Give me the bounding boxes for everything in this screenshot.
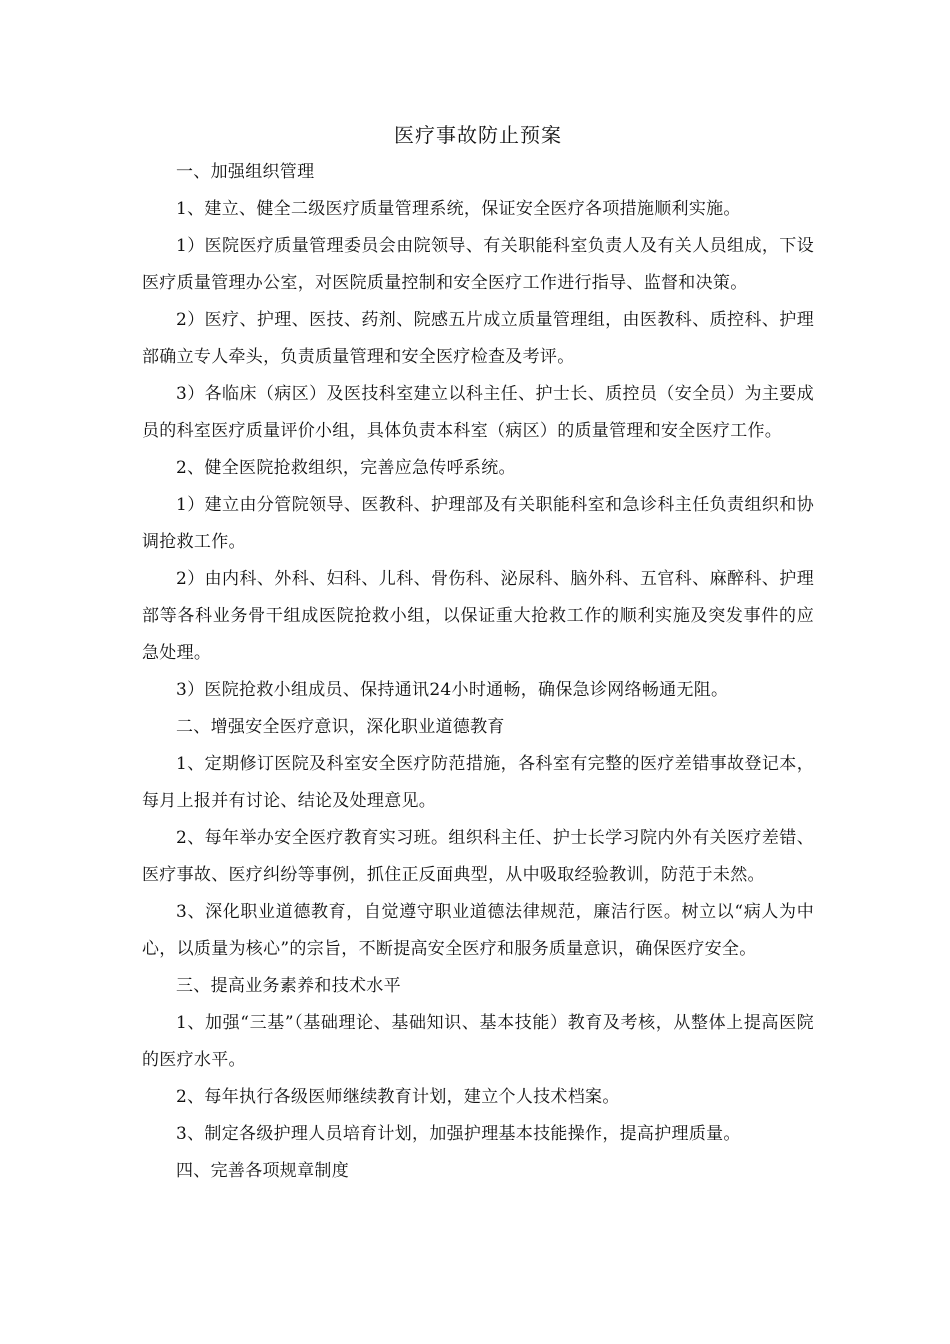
section-heading-3: 三、提高业务素养和技术水平	[176, 976, 401, 996]
section-heading-2: 二、增强安全医疗意识，深化职业道德教育	[176, 717, 505, 737]
paragraph: 1、定期修订医院及科室安全医疗防范措施，各科室有完整的医疗差错事故登记本，每月上报并有讨论、结论及处理意见。	[142, 754, 814, 811]
paragraph: 1）建立由分管院领导、医教科、护理部及有关职能科室和急诊科主任负责组织和协调抢救工作。	[142, 495, 814, 552]
paragraph: 3）医院抢救小组成员、保持通讯24小时通畅，确保急诊网络畅通无阻。	[176, 680, 729, 700]
paragraph: 3）各临床（病区）及医技科室建立以科主任、护士长、质控员（安全员）为主要成员的科室医疗质量评价小组，具体负责本科室（病区）的质量管理和安全医疗工作。	[142, 384, 814, 441]
section-heading-1: 一、加强组织管理	[176, 162, 315, 182]
paragraph: 3、深化职业道德教育，自觉遵守职业道德法律规范，廉洁行医。树立以“病人为中心，以质量为核心”的宗旨，不断提高安全医疗和服务质量意识，确保医疗安全。	[142, 902, 814, 959]
paragraph: 1、加强“三基”（基础理论、基础知识、基本技能）教育及考核，从整体上提高医院的医疗水平。	[142, 1013, 814, 1070]
paragraph: 3、制定各级护理人员培育计划，加强护理基本技能操作，提高护理质量。	[176, 1124, 741, 1144]
paragraph: 2、健全医院抢救组织，完善应急传呼系统。	[176, 458, 516, 478]
paragraph: 2）医疗、护理、医技、药剂、院感五片成立质量管理组，由医教科、质控科、护理部确立专人牵头，负责质量管理和安全医疗检查及考评。	[142, 310, 814, 367]
document-body	[142, 118, 814, 1190]
section-heading-4: 四、完善各项规章制度	[176, 1161, 349, 1181]
document-title: 医疗事故防止预案	[394, 123, 562, 147]
paragraph: 2、每年执行各级医师继续教育计划，建立个人技术档案。	[176, 1087, 620, 1107]
paragraph: 2）由内科、外科、妇科、儿科、骨伤科、泌尿科、脑外科、五官科、麻醉科、护理部等各科业务骨干组成医院抢救小组，以保证重大抢救工作的顺利实施及突发事件的应急处理。	[142, 569, 814, 663]
paragraph: 1）医院医疗质量管理委员会由院领导、有关职能科室负责人及有关人员组成，下设医疗质量管理办公室，对医院质量控制和安全医疗工作进行指导、监督和决策。	[142, 236, 814, 293]
paragraph: 2、每年举办安全医疗教育实习班。组织科主任、护士长学习院内外有关医疗差错、医疗事故、医疗纠纷等事例，抓住正反面典型，从中吸取经验教训，防范于未然。	[142, 828, 814, 885]
paragraph: 1、建立、健全二级医疗质量管理系统，保证安全医疗各项措施顺利实施。	[176, 199, 741, 219]
